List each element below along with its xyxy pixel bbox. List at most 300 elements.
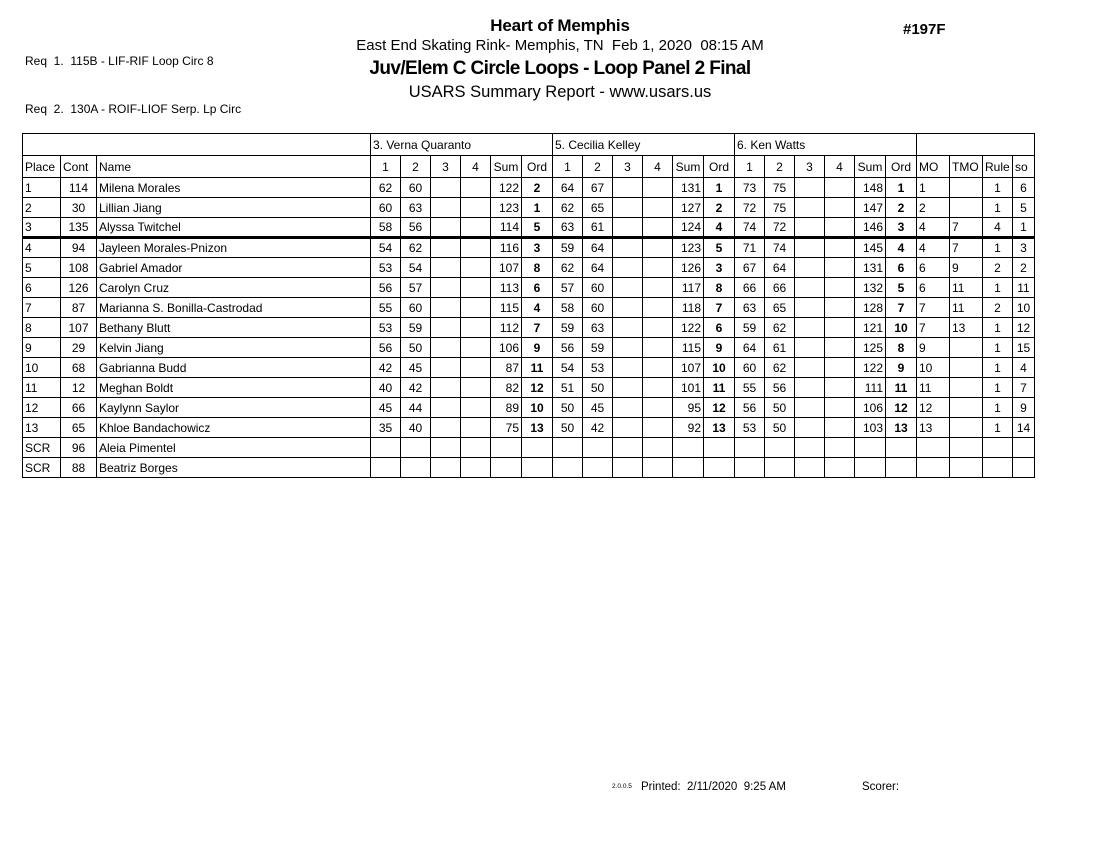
- cell-ord: 1: [704, 178, 735, 198]
- result-row: [23, 338, 1035, 358]
- cell-ord: 5: [886, 278, 917, 298]
- judge-header-row: [23, 134, 1035, 156]
- cell-cont: 66: [61, 398, 97, 418]
- cell-score: [825, 398, 855, 418]
- column-header-sum: Sum: [673, 156, 704, 178]
- cell-score: 57: [401, 278, 431, 298]
- cell-ord: 13: [522, 418, 553, 438]
- cell-score: [795, 238, 825, 258]
- cell-sum: [855, 458, 886, 478]
- cell-score: [825, 298, 855, 318]
- cell-score: 63: [583, 318, 613, 338]
- cell-rule: 1: [983, 238, 1013, 258]
- cell-score: [613, 378, 643, 398]
- cell-score: [613, 418, 643, 438]
- cell-score: [825, 218, 855, 238]
- cell-score: 57: [553, 278, 583, 298]
- cell-mo: [917, 458, 950, 478]
- cell-sum: 147: [855, 198, 886, 218]
- cell-sum: [673, 458, 704, 478]
- cell-mo: 1: [917, 178, 950, 198]
- cell-score: [795, 178, 825, 198]
- cell-so: 1: [1013, 218, 1035, 238]
- cell-score: [825, 358, 855, 378]
- cell-name: Jayleen Morales-Pnizon: [97, 238, 371, 258]
- cell-tmo: [950, 358, 983, 378]
- cell-score: [613, 318, 643, 338]
- cell-score: [825, 338, 855, 358]
- cell-score: 73: [735, 178, 765, 198]
- cell-score: 56: [371, 278, 401, 298]
- cell-rule: 1: [983, 418, 1013, 438]
- cell-sum: 107: [491, 258, 522, 278]
- cell-ord: 12: [886, 398, 917, 418]
- cell-score: 60: [583, 298, 613, 318]
- cell-score: 56: [553, 338, 583, 358]
- cell-cont: 68: [61, 358, 97, 378]
- cell-place: SCR: [23, 438, 61, 458]
- cell-score: [431, 238, 461, 258]
- cell-score: [461, 238, 491, 258]
- cell-score: [643, 178, 673, 198]
- cell-ord: 1: [522, 198, 553, 218]
- report-number: #197F: [903, 21, 946, 38]
- cell-score: 45: [583, 398, 613, 418]
- cell-score: [431, 258, 461, 278]
- cell-score: 56: [371, 338, 401, 358]
- cell-score: [431, 358, 461, 378]
- cell-name: Milena Morales: [97, 178, 371, 198]
- cell-ord: 8: [886, 338, 917, 358]
- cell-ord: 7: [886, 298, 917, 318]
- cell-ord: 10: [522, 398, 553, 418]
- cell-rule: 1: [983, 278, 1013, 298]
- cell-score: [795, 318, 825, 338]
- cell-score: [431, 458, 461, 478]
- cell-score: 45: [371, 398, 401, 418]
- cell-score: 63: [401, 198, 431, 218]
- cell-ord: [704, 438, 735, 458]
- cell-ord: 2: [704, 198, 735, 218]
- cell-sum: 116: [491, 238, 522, 258]
- report-subtitle: USARS Summary Report - www.usars.us: [408, 83, 712, 101]
- cell-score: [825, 178, 855, 198]
- cell-score: [613, 198, 643, 218]
- cell-cont: 96: [61, 438, 97, 458]
- cell-score: 64: [583, 258, 613, 278]
- cell-score: 35: [371, 418, 401, 438]
- cell-score: [371, 438, 401, 458]
- column-header-3: 3: [431, 156, 461, 178]
- cell-ord: 12: [522, 378, 553, 398]
- cell-score: [461, 198, 491, 218]
- cell-score: 54: [371, 238, 401, 258]
- cell-score: 42: [583, 418, 613, 438]
- cell-score: [643, 278, 673, 298]
- cell-sum: 132: [855, 278, 886, 298]
- cell-ord: 11: [522, 358, 553, 378]
- column-header-2: 2: [765, 156, 795, 178]
- cell-place: 7: [23, 298, 61, 318]
- cell-score: 63: [553, 218, 583, 238]
- cell-score: [795, 258, 825, 278]
- cell-sum: 125: [855, 338, 886, 358]
- cell-ord: 7: [522, 318, 553, 338]
- cell-score: 64: [583, 238, 613, 258]
- column-header-cont: Cont: [61, 156, 97, 178]
- cell-score: [795, 278, 825, 298]
- cell-so: 9: [1013, 398, 1035, 418]
- column-header-tmo: TMO: [950, 156, 983, 178]
- cell-score: [461, 218, 491, 238]
- cell-ord: 3: [886, 218, 917, 238]
- result-row: [23, 258, 1035, 278]
- cell-score: [371, 458, 401, 478]
- cell-score: [461, 178, 491, 198]
- cell-score: 50: [553, 398, 583, 418]
- cell-score: 45: [401, 358, 431, 378]
- cell-score: 60: [401, 178, 431, 198]
- cell-cont: 29: [61, 338, 97, 358]
- cell-score: [431, 178, 461, 198]
- cell-sum: 122: [855, 358, 886, 378]
- cell-score: 74: [765, 238, 795, 258]
- cell-score: [643, 378, 673, 398]
- cell-mo: 12: [917, 398, 950, 418]
- cell-cont: 114: [61, 178, 97, 198]
- cell-score: 53: [735, 418, 765, 438]
- cell-name: Khloe Bandachowicz: [97, 418, 371, 438]
- cell-ord: 5: [522, 218, 553, 238]
- cell-sum: 123: [491, 198, 522, 218]
- cell-sum: 145: [855, 238, 886, 258]
- judge-header-3: 6. Ken Watts: [735, 134, 917, 156]
- cell-cont: 107: [61, 318, 97, 338]
- cell-score: [795, 298, 825, 318]
- cell-so: 11: [1013, 278, 1035, 298]
- cell-sum: 126: [673, 258, 704, 278]
- cell-name: Alyssa Twitchel: [97, 218, 371, 238]
- cell-ord: 9: [704, 338, 735, 358]
- cell-score: 40: [401, 418, 431, 438]
- cell-ord: 12: [704, 398, 735, 418]
- header-spacer-right: [917, 134, 1035, 156]
- cell-score: 42: [401, 378, 431, 398]
- column-header-ord: Ord: [704, 156, 735, 178]
- cell-mo: 7: [917, 298, 950, 318]
- cell-tmo: [950, 178, 983, 198]
- cell-tmo: [950, 378, 983, 398]
- cell-score: 62: [553, 258, 583, 278]
- cell-sum: 106: [491, 338, 522, 358]
- cell-score: [613, 438, 643, 458]
- cell-score: 55: [371, 298, 401, 318]
- cell-score: 55: [735, 378, 765, 398]
- cell-sum: 106: [855, 398, 886, 418]
- cell-mo: 11: [917, 378, 950, 398]
- cell-score: [643, 458, 673, 478]
- cell-rule: 1: [983, 198, 1013, 218]
- cell-score: [461, 398, 491, 418]
- cell-score: 75: [765, 198, 795, 218]
- cell-tmo: [950, 458, 983, 478]
- cell-sum: 124: [673, 218, 704, 238]
- cell-ord: 4: [522, 298, 553, 318]
- cell-place: 5: [23, 258, 61, 278]
- cell-ord: [704, 458, 735, 478]
- cell-score: [795, 218, 825, 238]
- cell-score: 59: [401, 318, 431, 338]
- cell-score: 54: [401, 258, 431, 278]
- cell-ord: 6: [522, 278, 553, 298]
- cell-score: [431, 398, 461, 418]
- cell-score: [431, 298, 461, 318]
- cell-sum: 87: [491, 358, 522, 378]
- cell-sum: [855, 438, 886, 458]
- cell-mo: 4: [917, 218, 950, 238]
- cell-rule: [983, 458, 1013, 478]
- cell-score: 50: [401, 338, 431, 358]
- cell-score: [431, 438, 461, 458]
- cell-score: [461, 438, 491, 458]
- cell-score: 59: [735, 318, 765, 338]
- cell-mo: 13: [917, 418, 950, 438]
- cell-mo: 6: [917, 278, 950, 298]
- cell-score: [583, 438, 613, 458]
- cell-score: [461, 298, 491, 318]
- column-header-4: 4: [825, 156, 855, 178]
- cell-ord: 4: [704, 218, 735, 238]
- cell-place: 10: [23, 358, 61, 378]
- cell-cont: 30: [61, 198, 97, 218]
- cell-score: [613, 458, 643, 478]
- cell-score: 62: [401, 238, 431, 258]
- column-header-3: 3: [795, 156, 825, 178]
- cell-so: [1013, 458, 1035, 478]
- scorer-label: Scorer:: [862, 781, 900, 793]
- cell-ord: [522, 458, 553, 478]
- cell-tmo: [950, 438, 983, 458]
- column-header-1: 1: [553, 156, 583, 178]
- cell-score: [765, 438, 795, 458]
- cell-score: [461, 318, 491, 338]
- cell-score: 67: [735, 258, 765, 278]
- cell-score: 50: [553, 418, 583, 438]
- cell-score: [825, 198, 855, 218]
- report-title: Juv/Elem C Circle Loops - Loop Panel 2 Final: [369, 58, 751, 79]
- cell-name: Lillian Jiang: [97, 198, 371, 218]
- cell-sum: 107: [673, 358, 704, 378]
- cell-score: 74: [735, 218, 765, 238]
- column-header-ord: Ord: [886, 156, 917, 178]
- column-header-place: Place: [23, 156, 61, 178]
- cell-score: 62: [371, 178, 401, 198]
- cell-so: 5: [1013, 198, 1035, 218]
- cell-score: [825, 458, 855, 478]
- result-row: [23, 238, 1035, 258]
- cell-score: [643, 418, 673, 438]
- cell-score: [401, 438, 431, 458]
- cell-tmo: 11: [950, 298, 983, 318]
- column-header-sum: Sum: [855, 156, 886, 178]
- cell-tmo: 13: [950, 318, 983, 338]
- cell-score: 66: [735, 278, 765, 298]
- cell-sum: 101: [673, 378, 704, 398]
- cell-score: [825, 238, 855, 258]
- cell-ord: 6: [886, 258, 917, 278]
- result-row: [23, 178, 1035, 198]
- cell-score: [431, 218, 461, 238]
- cell-sum: 89: [491, 398, 522, 418]
- cell-name: Kelvin Jiang: [97, 338, 371, 358]
- cell-place: 3: [23, 218, 61, 238]
- cell-score: 62: [765, 358, 795, 378]
- cell-score: 59: [583, 338, 613, 358]
- cell-so: 7: [1013, 378, 1035, 398]
- cell-so: 2: [1013, 258, 1035, 278]
- printed-timestamp: Printed: 2/11/2020 9:25 AM: [641, 781, 786, 793]
- cell-ord: 2: [886, 198, 917, 218]
- cell-sum: 131: [855, 258, 886, 278]
- cell-sum: 131: [673, 178, 704, 198]
- cell-score: [431, 378, 461, 398]
- cell-score: 67: [583, 178, 613, 198]
- cell-score: [765, 458, 795, 478]
- event-title: Heart of Memphis: [490, 16, 630, 35]
- cell-score: [735, 438, 765, 458]
- cell-score: 42: [371, 358, 401, 378]
- cell-score: [461, 378, 491, 398]
- cell-ord: 6: [704, 318, 735, 338]
- cell-score: [643, 358, 673, 378]
- cell-mo: 7: [917, 318, 950, 338]
- column-header-mo: MO: [917, 156, 950, 178]
- venue-line: East End Skating Rink- Memphis, TN Feb 1, 2020 08:15 AM: [356, 37, 764, 54]
- cell-score: [643, 318, 673, 338]
- cell-place: 6: [23, 278, 61, 298]
- cell-score: 63: [735, 298, 765, 318]
- cell-score: 50: [765, 398, 795, 418]
- cell-sum: [491, 458, 522, 478]
- cell-score: [825, 318, 855, 338]
- column-header-4: 4: [643, 156, 673, 178]
- cell-ord: 5: [704, 238, 735, 258]
- cell-sum: 114: [491, 218, 522, 238]
- cell-score: [795, 198, 825, 218]
- cell-score: 50: [765, 418, 795, 438]
- cell-score: [643, 438, 673, 458]
- cell-so: [1013, 438, 1035, 458]
- scratch-row: [23, 438, 1035, 458]
- cell-sum: 121: [855, 318, 886, 338]
- cell-place: 9: [23, 338, 61, 358]
- cell-ord: 3: [522, 238, 553, 258]
- cell-ord: 9: [522, 338, 553, 358]
- cell-rule: [983, 438, 1013, 458]
- cell-cont: 135: [61, 218, 97, 238]
- cell-sum: [673, 438, 704, 458]
- header-spacer-left: [23, 134, 371, 156]
- cell-score: [431, 418, 461, 438]
- result-row: [23, 398, 1035, 418]
- cell-score: [825, 438, 855, 458]
- judge-header-2: 5. Cecilia Kelley: [553, 134, 735, 156]
- cell-score: 60: [371, 198, 401, 218]
- cell-cont: 65: [61, 418, 97, 438]
- cell-sum: 148: [855, 178, 886, 198]
- cell-sum: 95: [673, 398, 704, 418]
- cell-tmo: [950, 338, 983, 358]
- column-header-name: Name: [97, 156, 371, 178]
- cell-score: 72: [765, 218, 795, 238]
- cell-score: [613, 298, 643, 318]
- cell-score: 64: [765, 258, 795, 278]
- cell-ord: 10: [704, 358, 735, 378]
- cell-tmo: 11: [950, 278, 983, 298]
- cell-cont: 87: [61, 298, 97, 318]
- cell-score: 59: [553, 318, 583, 338]
- cell-sum: 113: [491, 278, 522, 298]
- cell-sum: 115: [491, 298, 522, 318]
- result-row: [23, 378, 1035, 398]
- cell-rule: 4: [983, 218, 1013, 238]
- cell-name: Bethany Blutt: [97, 318, 371, 338]
- cell-score: 56: [735, 398, 765, 418]
- cell-score: [613, 238, 643, 258]
- judge-header-1: 3. Verna Quaranto: [371, 134, 553, 156]
- column-header-so: so: [1013, 156, 1035, 178]
- cell-mo: 6: [917, 258, 950, 278]
- cell-name: Carolyn Cruz: [97, 278, 371, 298]
- cell-rule: 1: [983, 178, 1013, 198]
- cell-ord: 11: [886, 378, 917, 398]
- result-row: [23, 318, 1035, 338]
- cell-score: 62: [553, 198, 583, 218]
- req-line-2: Req 2. 130A - ROIF-LIOF Serp. Lp Circ: [25, 102, 242, 116]
- cell-sum: 92: [673, 418, 704, 438]
- cell-tmo: 7: [950, 238, 983, 258]
- cell-score: [431, 278, 461, 298]
- cell-ord: 4: [886, 238, 917, 258]
- result-row: [23, 278, 1035, 298]
- cell-so: 4: [1013, 358, 1035, 378]
- cell-score: [825, 278, 855, 298]
- cell-sum: 118: [673, 298, 704, 318]
- cell-place: 1: [23, 178, 61, 198]
- cell-place: 11: [23, 378, 61, 398]
- cell-mo: 9: [917, 338, 950, 358]
- cell-name: Gabrianna Budd: [97, 358, 371, 378]
- cell-mo: 10: [917, 358, 950, 378]
- cell-score: [795, 438, 825, 458]
- cell-score: 54: [553, 358, 583, 378]
- cell-name: Marianna S. Bonilla-Castrodad: [97, 298, 371, 318]
- cell-tmo: [950, 398, 983, 418]
- column-header-ord: Ord: [522, 156, 553, 178]
- cell-score: [795, 338, 825, 358]
- cell-so: 10: [1013, 298, 1035, 318]
- cell-score: [583, 458, 613, 478]
- cell-score: 65: [583, 198, 613, 218]
- cell-score: [795, 458, 825, 478]
- cell-score: [825, 418, 855, 438]
- results-table: [22, 133, 1035, 478]
- cell-ord: 1: [886, 178, 917, 198]
- cell-mo: 2: [917, 198, 950, 218]
- scratch-row: [23, 458, 1035, 478]
- cell-score: [643, 298, 673, 318]
- cell-score: [431, 198, 461, 218]
